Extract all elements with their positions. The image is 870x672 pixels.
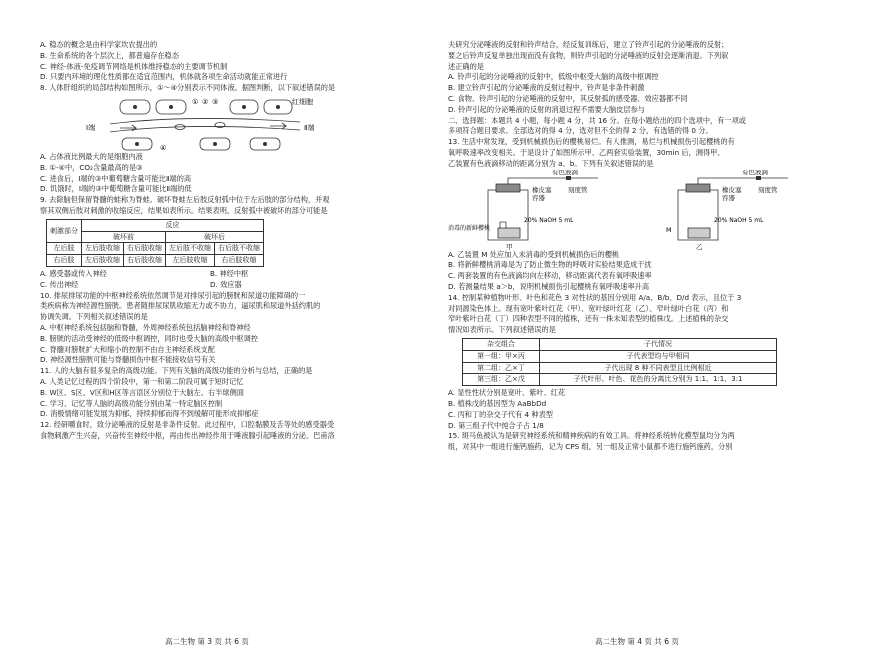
text-line: 组，对其中一组进行施钙施药，记为 CPS 组，另一组及正常小鼠都不进行施钙施药，分别 [448, 442, 733, 452]
text-line: 乙装置有色液滴移动的距离分别为 a、b。下列有关叙述错误的是 [448, 158, 654, 168]
mark-3: ③ [212, 97, 219, 106]
text-line: 多项符合题目要求。全部选对的得 4 分，选对但不全的得 2 分，有选错的得 0 分。 [448, 126, 713, 136]
th-after: 破坏后 [166, 231, 264, 243]
footer-right: 高二生物 第 4 页 共 6 页 [595, 637, 679, 646]
th-before: 破坏前 [82, 231, 166, 243]
text-line: 二、选择题：本题共 4 小题，每小题 4 分，共 16 分。在每小题给出的四个选项中，有一项或 [448, 115, 746, 125]
text-line: 12. 经研嚼食时，致分泌唾液的反射是非条件反射。此过程中，口腔黏膜及舌等处的感受器受 [40, 420, 335, 430]
cell: 右后肢收缩 [215, 255, 264, 267]
cell: 左后肢 [47, 243, 82, 255]
cell: 子代出现 8 种不同表型且比例相近 [540, 362, 777, 374]
text-line: C. 两套装置的有色液滴均向左移动，移动距离代表有氧呼吸速率 [448, 271, 652, 281]
drop-label-b: 有色液滴 [742, 169, 768, 176]
text-line: 8. 人体肝组织的局部结构如图所示，①～④分别表示不同体液。据图判断，以下叙述错误的是 [40, 83, 336, 93]
text-line: A. 占体液比例最大的是细胞内液 [40, 151, 143, 161]
text-line: D. 神经源性膀胱可能与脊髓损伤中枢不能接收信号有关 [40, 355, 216, 365]
text-line: A. 显性性状分别是宽叶、紫叶、红花 [448, 388, 566, 398]
text-line: D. 消极情绪可能发展为抑郁，持续抑郁而得不到缓解可能形成抑郁症 [40, 409, 259, 419]
tube-label-a: 刻度管 [568, 185, 588, 194]
cell: 左后肢收缩 [82, 243, 124, 255]
text-line: 情况如表所示。下列叙述错误的是 [448, 325, 556, 335]
text-line: D. 若测量结果 a＞b，说明机械损伤引起樱桃有氧呼吸速率升高 [448, 281, 650, 291]
text-line: A. 铃声引起的分泌唾液的反射中，低级中枢受大脑的高级中枢调控 [448, 72, 659, 82]
text-line: 协调失调。下列相关叙述错误的是 [40, 312, 148, 322]
m-label: M [666, 225, 672, 234]
table-row [463, 350, 777, 362]
left-page [40, 40, 425, 442]
q9-option-b: B. 神经中枢 [210, 268, 249, 278]
cell: 右后肢收缩 [124, 243, 166, 255]
table-row [47, 243, 264, 255]
text-line: A. 人类记忆过程的四个阶段中，第一和第二阶段可属于短时记忆 [40, 376, 244, 386]
th-resp: 反应 [82, 219, 264, 231]
cell: 右后肢收缩 [124, 255, 166, 267]
text-line: D. 第三组子代中纯合子占 1/8 [448, 420, 544, 430]
red-cell-label: 红细胞 [292, 97, 313, 106]
cell: 右后肢不收缩 [215, 243, 264, 255]
text-line: 11. 人的大脑有很多复杂的高级功能。下列有关脑的高级功能的分析与总结，正确的是 [40, 366, 313, 376]
th-offspring: 子代情况 [540, 338, 777, 350]
text-line: B. 将新鲜樱桃消毒是为了防止微生物的呼吸对实验结果造成干扰 [448, 260, 652, 270]
text-line: 食物刺激产生兴奋，兴奋传至神经中枢，再由传出神经作用于唾液腺引起唾液的分泌。巴甫洛 [40, 430, 335, 440]
cell: 第三组：乙×戊 [463, 374, 540, 386]
text-line: D. 饥饿时，Ⅰ端的③中葡萄糖含量可能比Ⅱ端的低 [40, 184, 192, 194]
text-line: D. 只要内环境的理化性质都在适宜范围内，机体就各项生命活动就能正常进行 [40, 72, 288, 82]
cherry-label-a: 消毒的新鲜樱桃 [448, 224, 491, 232]
mark-4: ④ [160, 143, 167, 152]
text-line: 14. 控制某种植物叶形、叶色和花色 3 对性状的基因分别用 A/a、B/b、D/d 表示，且位于 3 [448, 292, 742, 302]
q9-option-a: A. 感受器或传入神经 [40, 268, 107, 278]
liver-tissue-figure [40, 94, 425, 152]
text-line: B. ①-④中，CO₂含量最高的是③ [40, 162, 143, 172]
text-line: 氧呼吸速率改变相关。于是设计了如图所示甲、乙两套实验装置，30min 后，测得甲、 [448, 147, 725, 157]
text-line: C. 神经-体液-免疫调节网络是机体维持稳态的主要调节机制 [40, 61, 228, 71]
text-line: B. 膀胱的活动受神经的低级中枢调控，同时也受大脑的高级中枢调控 [40, 333, 258, 343]
table-q9 [46, 219, 264, 267]
end-one-label: Ⅰ端 [86, 123, 96, 132]
text-line: 窄叶紫叶白花（丁）四种表型不同的植株，还有一株未知表型的植株戊。上述植株的杂交 [448, 314, 729, 324]
right-page [448, 40, 838, 453]
text-line: 夫研究分泌唾液的反射和铃声结合，经反复训练后，建立了铃声引起的分泌唾液的反射； [448, 40, 729, 49]
text-line: A. 稳态的概念是由科学家坎农提出的 [40, 40, 158, 49]
cell: 子代表型均与甲相同 [540, 350, 777, 362]
text-line: A. 中枢神经系统包括脑和脊髓，外周神经系统包括脑神经和脊神经 [40, 322, 251, 332]
vessel-label-b: 容器 [722, 193, 735, 202]
text-line: 对同源染色体上。现有宽叶紫叶红花（甲）、宽叶绿叶红花（乙）、窄叶绿叶白花（丙）和 [448, 303, 729, 313]
tube-label-b: 刻度管 [758, 185, 778, 194]
th-part: 刺激部分 [47, 219, 82, 243]
q9-option-c: C. 传出神经 [40, 279, 79, 289]
q9-options-row1 [40, 269, 425, 280]
cell: 左后肢收缩 [166, 255, 215, 267]
text-line: D. 铃声引起的分泌唾液的反射的消退过程不需要大脑皮层参与 [448, 104, 645, 114]
naoh-label-a: 20% NaOH 5 mL [524, 216, 574, 224]
text-line: B. 建立铃声引起的分泌唾液的反射过程中，铃声是非条件刺激 [448, 83, 645, 93]
rubber-label-a: 橡皮塞 [532, 185, 552, 194]
text-line: 类疾病称为神经源性膀胱。患者随排尿尿肌收缩无力或不协力，逼尿肌和尿道外括约肌的 [40, 301, 321, 311]
text-line: B. W区、S区、V区和H区等言语区分别位于大脑左、右半球侧面 [40, 387, 244, 397]
mark-2: ② [202, 97, 209, 106]
vessel-label-a: 容器 [532, 193, 545, 202]
th-cross: 杂交组合 [463, 338, 540, 350]
apparatus-b-label: 乙 [696, 242, 703, 250]
mark-1: ① [192, 97, 199, 106]
cell: 第一组：甲×丙 [463, 350, 540, 362]
text-line: 察其双侧后肢对刺激的收缩反应，结果如表所示。结果表明，反射弧中被破坏的部分可能是 [40, 205, 328, 215]
apparatus-a-label: 甲 [506, 242, 513, 250]
text-line: C. 食物、铃声引起的分泌唾液的反射中，其反射弧的感受器、效应器都不同 [448, 93, 688, 103]
text-line: 9. 去除脑但保留脊髓的蛙称为脊蛙。破坏脊蛙左后肢反射弧中位于左后肢的部分结构，并观 [40, 195, 330, 205]
table-row [463, 362, 777, 374]
drop-label-a: 有色液滴 [552, 169, 578, 176]
cell: 子代叶形、叶色、花色的分离比分别为 1:1、1:1、3:1 [540, 374, 777, 386]
footer-left: 高二生物 第 3 页 共 6 页 [165, 637, 249, 646]
text-line: C. 丙和丁的杂交子代有 4 种表型 [448, 409, 553, 419]
q9-option-d: D. 效应器 [210, 279, 242, 289]
text-line: C. 进食后，Ⅰ端的③中葡萄糖含量可能比Ⅱ端的高 [40, 173, 192, 183]
text-line: 15. 斑马鱼被认为是研究神经系统和精神疾病的有效工具。将神经系统转化模型鼠均分为两 [448, 431, 735, 441]
text-line: 要之后铃声反复单独出现而没有食物，则铃声引起的分泌唾液的反射会逐渐消退。下列叙 [448, 50, 729, 60]
respiration-apparatus-figure [448, 170, 838, 250]
table-row [47, 255, 264, 267]
cell: 右后肢 [47, 255, 82, 267]
cell: 第二组：乙×丁 [463, 362, 540, 374]
q9-options-row2 [40, 280, 425, 291]
text-line: B. 植株戊的基因型为 AaBbDd [448, 398, 547, 408]
text-line: C. 脊髓对膀胱扩大和缩小的控制不由自主神经系统支配 [40, 344, 215, 354]
end-two-label: Ⅱ端 [304, 123, 315, 132]
rubber-label-b: 橡皮塞 [722, 185, 742, 194]
text-line: 10. 排尿排尿功能的中枢神经系统依然调节是对排尿引起的膀胱和尿道功能障碍的一 [40, 290, 306, 300]
text-line: A. 乙装置 M 处应加入未消毒的受到机械损伤后的樱桃 [448, 249, 620, 259]
table-row [463, 374, 777, 386]
respiration-apparatus-diagram [448, 170, 838, 250]
liver-tissue-diagram [40, 94, 340, 152]
text-line: 述正确的是 [448, 61, 484, 71]
text-line: B. 生命系统的各个层次上，都普遍存在稳态 [40, 50, 179, 60]
cell: 左后肢不收缩 [166, 243, 215, 255]
naoh-label-b: 20% NaOH 5 mL [714, 216, 764, 224]
text-line: 13. 生活中常发现，受到机械损伤后的樱桃易烂。有人推测，易烂与机械损伤引起樱桃的有 [448, 137, 735, 147]
text-line: C. 学习、记忆等人脑的高级功能分别由某一特定脑区控制 [40, 398, 223, 408]
cell: 左后肢收缩 [82, 255, 124, 267]
table-q14 [462, 338, 777, 386]
